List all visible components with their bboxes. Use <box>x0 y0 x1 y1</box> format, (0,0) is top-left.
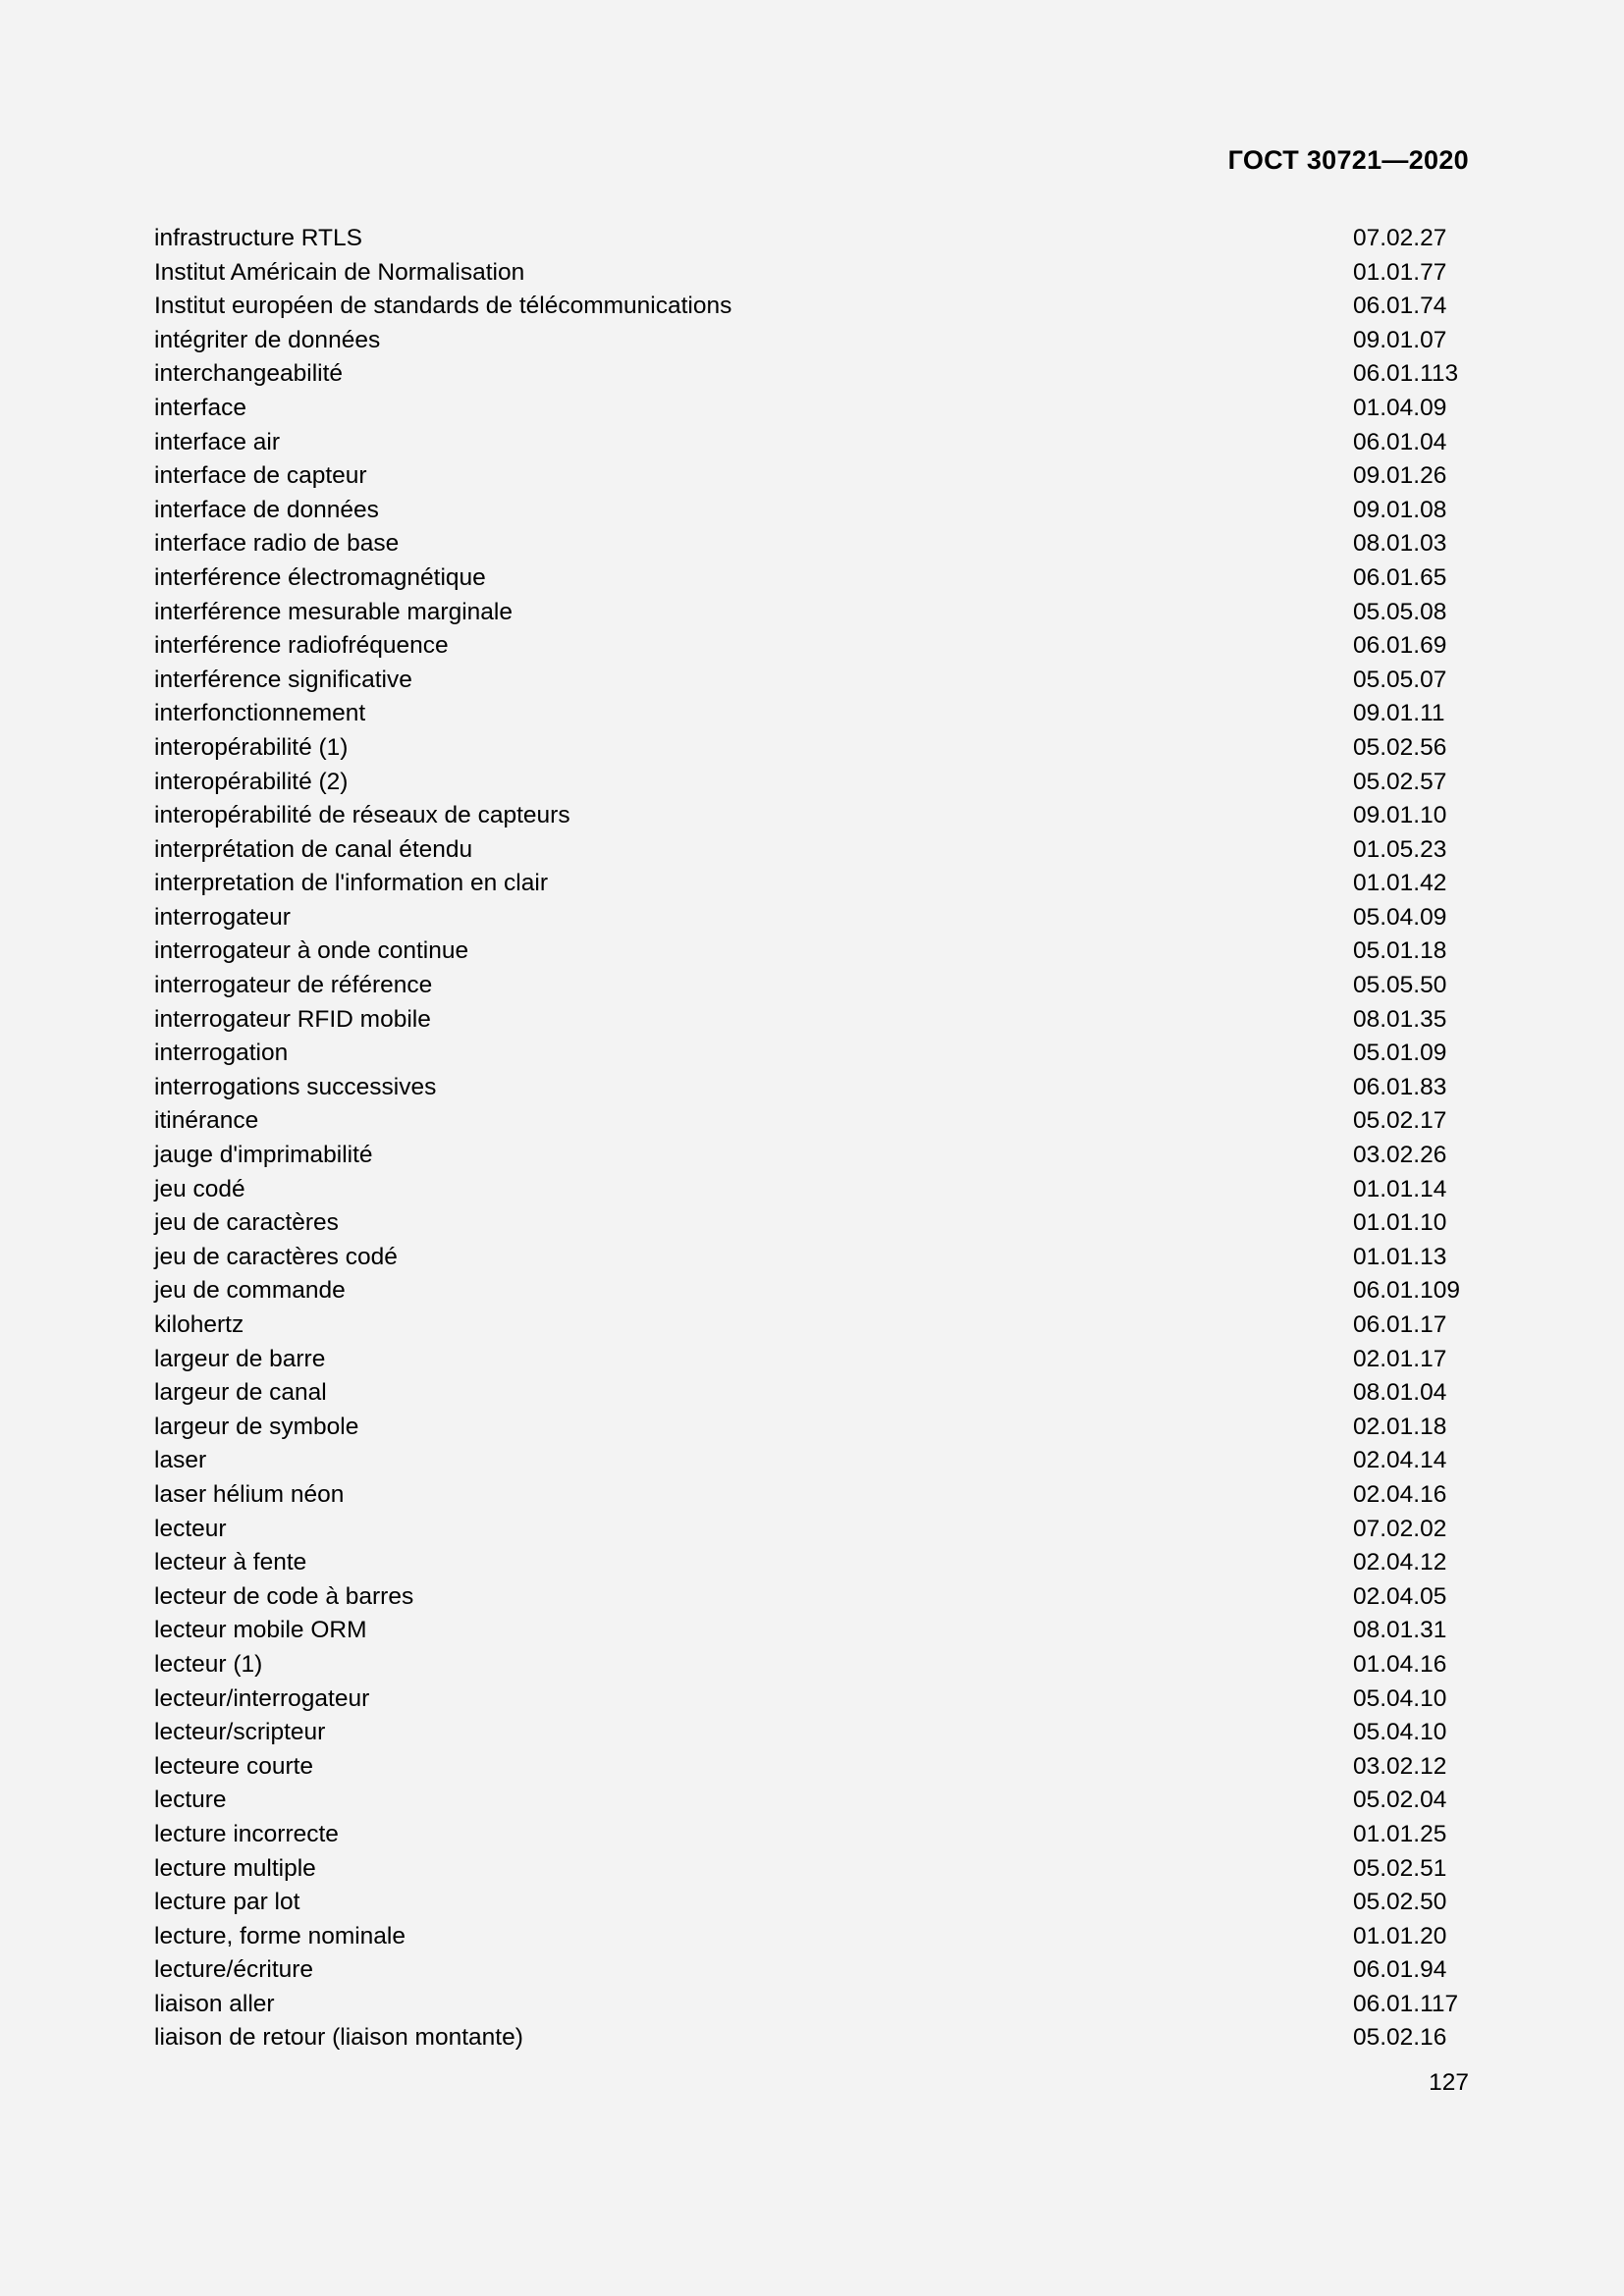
index-entry <box>154 1988 1470 2022</box>
index-code: 07.02.02 <box>1353 1515 1447 1542</box>
index-code: 08.01.03 <box>1353 530 1447 558</box>
index-entry <box>154 1682 1470 1717</box>
index-code: 09.01.07 <box>1353 326 1447 353</box>
index-entry <box>154 222 1470 256</box>
index-code: 05.02.57 <box>1353 768 1447 795</box>
index-code: 02.01.18 <box>1353 1413 1447 1440</box>
index-entry <box>154 1104 1470 1139</box>
index-term: lecteur mobile ORM <box>154 1617 367 1644</box>
index-entry <box>154 697 1470 731</box>
index-term: interfonctionnement <box>154 700 366 727</box>
index-entry <box>154 1852 1470 1887</box>
index-code: 01.01.77 <box>1353 258 1447 286</box>
index-entry <box>154 867 1470 901</box>
index-term: interrogateur <box>154 903 291 931</box>
index-entry <box>154 1308 1470 1343</box>
index-entry <box>154 1513 1470 1547</box>
index-entry <box>154 290 1470 324</box>
index-term: lecteur de code à barres <box>154 1582 414 1610</box>
index-code: 08.01.35 <box>1353 1005 1447 1033</box>
term-index-list <box>154 222 1470 2056</box>
index-term: lecteur à fente <box>154 1549 307 1576</box>
index-entry <box>154 833 1470 868</box>
index-entry <box>154 1206 1470 1241</box>
index-term: lecteur <box>154 1515 227 1542</box>
index-code: 06.01.94 <box>1353 1956 1447 1984</box>
index-term: interférence radiofréquence <box>154 632 449 660</box>
index-entry <box>154 324 1470 358</box>
index-code: 05.02.50 <box>1353 1889 1447 1916</box>
index-entry <box>154 934 1470 969</box>
index-code: 02.04.16 <box>1353 1480 1447 1508</box>
index-code: 06.01.04 <box>1353 428 1447 455</box>
index-term: laser <box>154 1447 207 1474</box>
index-term: interopérabilité (2) <box>154 768 349 795</box>
index-entry <box>154 1648 1470 1682</box>
index-code: 05.02.17 <box>1353 1107 1447 1135</box>
index-code: 03.02.26 <box>1353 1142 1447 1169</box>
index-code: 06.01.117 <box>1353 1990 1459 2017</box>
index-code: 08.01.31 <box>1353 1617 1447 1644</box>
index-code: 09.01.10 <box>1353 802 1447 829</box>
index-code: 02.04.05 <box>1353 1582 1447 1610</box>
index-entry <box>154 1953 1470 1988</box>
index-term: jauge d'imprimabilité <box>154 1142 373 1169</box>
index-entry <box>154 799 1470 833</box>
index-code: 09.01.08 <box>1353 496 1447 523</box>
index-term: interface de données <box>154 496 379 523</box>
index-code: 01.05.23 <box>1353 835 1447 863</box>
index-entry <box>154 1241 1470 1275</box>
index-entry <box>154 459 1470 494</box>
index-code: 05.05.08 <box>1353 598 1447 625</box>
index-term: Institut européen de standards de télécommunications <box>154 293 732 320</box>
index-entry <box>154 1274 1470 1308</box>
index-entry <box>154 2021 1470 2056</box>
index-code: 01.01.42 <box>1353 870 1447 897</box>
index-entry <box>154 1614 1470 1648</box>
index-term: interrogateur RFID mobile <box>154 1005 431 1033</box>
index-term: jeu de commande <box>154 1277 346 1305</box>
index-term: lecteure courte <box>154 1752 314 1780</box>
index-code: 06.01.113 <box>1353 360 1459 388</box>
index-term: Institut Américain de Normalisation <box>154 258 525 286</box>
index-entry <box>154 494 1470 528</box>
index-term: lecteur (1) <box>154 1650 263 1678</box>
index-code: 08.01.04 <box>1353 1379 1447 1407</box>
index-entry <box>154 527 1470 561</box>
index-code: 05.05.50 <box>1353 972 1447 999</box>
index-term: interrogations successives <box>154 1073 437 1100</box>
index-code: 07.02.27 <box>1353 225 1447 251</box>
index-entry <box>154 1376 1470 1411</box>
index-term: interface <box>154 394 246 421</box>
index-term: interprétation de canal étendu <box>154 835 473 863</box>
index-entry <box>154 256 1470 291</box>
index-term: liaison aller <box>154 1990 275 2017</box>
index-term: interpretation de l'information en clair <box>154 870 548 897</box>
index-entry <box>154 1478 1470 1513</box>
index-entry <box>154 357 1470 392</box>
index-entry <box>154 664 1470 698</box>
index-entry <box>154 1784 1470 1818</box>
index-entry <box>154 1343 1470 1377</box>
index-code: 01.01.20 <box>1353 1922 1447 1949</box>
index-term: jeu de caractères <box>154 1209 339 1237</box>
index-term: intégriter de données <box>154 326 381 353</box>
document-code-header: ГОСТ 30721—2020 <box>1227 145 1469 175</box>
index-code: 05.01.18 <box>1353 937 1447 965</box>
index-entry <box>154 426 1470 460</box>
index-term: interrogateur à onde continue <box>154 937 469 965</box>
index-entry <box>154 1444 1470 1478</box>
index-term: interférence électromagnétique <box>154 563 486 591</box>
index-entry <box>154 1173 1470 1207</box>
index-code: 09.01.26 <box>1353 462 1447 490</box>
index-term: interopérabilité de réseaux de capteurs <box>154 802 570 829</box>
index-code: 05.01.09 <box>1353 1040 1447 1067</box>
index-code: 02.04.12 <box>1353 1549 1447 1576</box>
index-code: 05.02.56 <box>1353 733 1447 761</box>
index-code: 06.01.74 <box>1353 293 1447 320</box>
index-code: 03.02.12 <box>1353 1752 1447 1780</box>
index-term: lecteur/scripteur <box>154 1719 326 1746</box>
index-term: interface de capteur <box>154 462 367 490</box>
index-code: 01.01.10 <box>1353 1209 1447 1237</box>
index-term: largeur de canal <box>154 1379 327 1407</box>
index-code: 02.04.14 <box>1353 1447 1447 1474</box>
index-term: largeur de barre <box>154 1345 326 1372</box>
index-entry <box>154 766 1470 800</box>
index-entry <box>154 1411 1470 1445</box>
index-entry <box>154 596 1470 630</box>
index-term: jeu de caractères codé <box>154 1243 398 1270</box>
index-entry <box>154 1886 1470 1920</box>
index-code: 05.04.09 <box>1353 903 1447 931</box>
index-entry <box>154 629 1470 664</box>
index-code: 01.01.25 <box>1353 1820 1447 1847</box>
index-code: 06.01.17 <box>1353 1311 1447 1338</box>
index-term: lecture/écriture <box>154 1956 314 1984</box>
index-term: interface air <box>154 428 281 455</box>
index-term: interface radio de base <box>154 530 400 558</box>
index-entry <box>154 901 1470 935</box>
index-code: 05.04.10 <box>1353 1684 1447 1712</box>
index-code: 01.04.16 <box>1353 1650 1447 1678</box>
index-term: interférence mesurable marginale <box>154 598 513 625</box>
index-term: lecture incorrecte <box>154 1820 339 1847</box>
index-entry <box>154 1920 1470 1954</box>
index-term: interrogation <box>154 1040 289 1067</box>
index-entry <box>154 1003 1470 1038</box>
index-term: kilohertz <box>154 1311 244 1338</box>
index-term: lecture, forme nominale <box>154 1922 406 1949</box>
index-code: 06.01.109 <box>1353 1277 1460 1305</box>
index-code: 05.02.51 <box>1353 1854 1447 1882</box>
index-code: 01.04.09 <box>1353 394 1447 421</box>
index-term: interchangeabilité <box>154 360 344 388</box>
index-term: itinérance <box>154 1107 259 1135</box>
index-term: interférence significative <box>154 666 412 693</box>
index-entry <box>154 1716 1470 1750</box>
index-entry <box>154 1750 1470 1785</box>
index-code: 01.01.14 <box>1353 1175 1447 1202</box>
index-entry <box>154 1580 1470 1615</box>
index-term: lecture <box>154 1787 227 1814</box>
index-code: 05.02.04 <box>1353 1787 1447 1814</box>
page-number: 127 <box>1429 2069 1469 2096</box>
index-term: interopérabilité (1) <box>154 733 349 761</box>
index-entry <box>154 392 1470 426</box>
index-code: 06.01.69 <box>1353 632 1447 660</box>
index-term: interrogateur de référence <box>154 972 433 999</box>
index-entry <box>154 1546 1470 1580</box>
index-entry <box>154 1071 1470 1105</box>
index-code: 05.05.07 <box>1353 666 1447 693</box>
index-code: 05.02.16 <box>1353 2024 1447 2052</box>
index-code: 05.04.10 <box>1353 1719 1447 1746</box>
index-code: 01.01.13 <box>1353 1243 1447 1270</box>
index-code: 02.01.17 <box>1353 1345 1447 1372</box>
index-term: infrastructure RTLS <box>154 225 362 251</box>
index-code: 06.01.65 <box>1353 563 1447 591</box>
index-entry <box>154 731 1470 766</box>
index-code: 09.01.11 <box>1353 700 1445 727</box>
index-term: liaison de retour (liaison montante) <box>154 2024 523 2052</box>
index-term: lecture par lot <box>154 1889 300 1916</box>
index-entry <box>154 1139 1470 1173</box>
index-code: 06.01.83 <box>1353 1073 1447 1100</box>
index-entry <box>154 561 1470 596</box>
index-entry <box>154 969 1470 1003</box>
index-entry <box>154 1037 1470 1071</box>
index-term: lecteur/interrogateur <box>154 1684 370 1712</box>
index-term: largeur de symbole <box>154 1413 359 1440</box>
index-term: lecture multiple <box>154 1854 316 1882</box>
index-entry <box>154 1818 1470 1852</box>
index-term: laser hélium néon <box>154 1480 345 1508</box>
index-term: jeu codé <box>154 1175 245 1202</box>
